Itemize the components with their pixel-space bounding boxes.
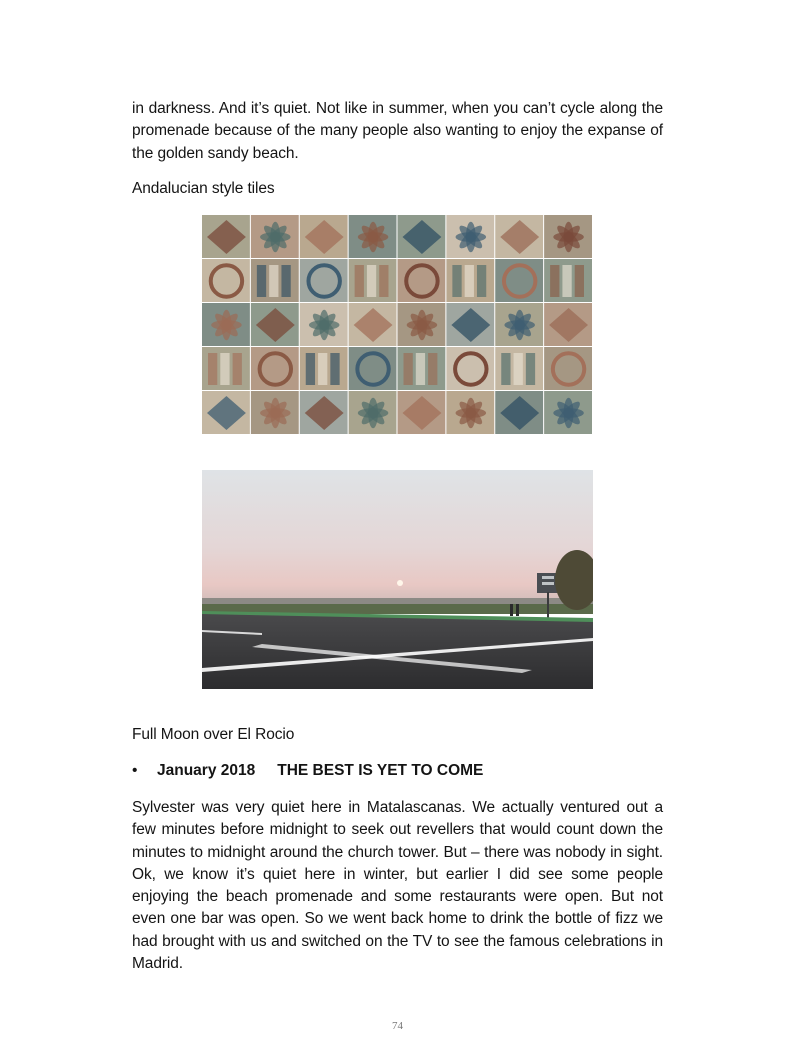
tile xyxy=(495,215,543,258)
tile xyxy=(202,391,250,434)
tile xyxy=(544,303,592,346)
tile xyxy=(398,347,446,390)
person xyxy=(510,604,513,616)
tile xyxy=(251,391,299,434)
tile xyxy=(544,259,592,302)
tile xyxy=(300,259,348,302)
tile xyxy=(300,303,348,346)
tile xyxy=(300,347,348,390)
section-title: THE BEST IS YET TO COME xyxy=(277,762,484,779)
tile xyxy=(300,215,348,258)
road xyxy=(202,614,593,689)
tile xyxy=(398,303,446,346)
tile xyxy=(202,347,250,390)
tile xyxy=(544,391,592,434)
bullet: • xyxy=(132,762,138,779)
page-number: 74 xyxy=(392,1020,403,1032)
tiles-caption: Andalucian style tiles xyxy=(132,180,275,197)
tile xyxy=(446,347,494,390)
tile xyxy=(446,259,494,302)
tile xyxy=(495,259,543,302)
intro-paragraph: in darkness. And it’s quiet. Not like in summer, when you can’t cycle along the promenade because of the many people also wanting to enjoy the expanse of the golden sandy beach. xyxy=(132,100,663,162)
tile xyxy=(202,303,250,346)
tile xyxy=(349,259,397,302)
moon-photo xyxy=(202,470,593,689)
tile xyxy=(349,303,397,346)
tiles-photo xyxy=(202,215,593,435)
tile xyxy=(446,215,494,258)
section-heading xyxy=(132,762,483,780)
tile xyxy=(495,391,543,434)
tile xyxy=(495,347,543,390)
tile xyxy=(349,215,397,258)
tile xyxy=(251,215,299,258)
tile xyxy=(446,391,494,434)
tile xyxy=(446,303,494,346)
tile xyxy=(398,391,446,434)
sylvester-paragraph: Sylvester was very quiet here in Matalascanas. We actually ventured out a few minutes before midnight to seek out revellers that would count down the minutes to midnight around the church tower. But – there was nobody in sight. Ok, we know it’s quiet here in winter, but earlier I did see some people enjoying the beach promenade and some restaurants were open. But not even one bar was open. So we went back home to drink the bottle of fizz we had brought with us and switched on the TV to see the famous celebrations in Madrid. xyxy=(132,799,663,973)
moon-illustration xyxy=(202,470,593,689)
tile xyxy=(251,259,299,302)
sky xyxy=(202,470,593,610)
tile xyxy=(202,259,250,302)
tile xyxy=(349,391,397,434)
tiles-illustration xyxy=(202,215,593,435)
tile xyxy=(495,303,543,346)
tile xyxy=(202,215,250,258)
tile xyxy=(251,347,299,390)
tile xyxy=(251,303,299,346)
tile xyxy=(398,259,446,302)
section-date: January 2018 xyxy=(157,762,256,779)
tile xyxy=(398,215,446,258)
tile xyxy=(349,347,397,390)
tile xyxy=(544,347,592,390)
tile xyxy=(300,391,348,434)
moon-caption: Full Moon over El Rocio xyxy=(132,726,295,743)
tile xyxy=(544,215,592,258)
full-moon xyxy=(397,580,403,586)
